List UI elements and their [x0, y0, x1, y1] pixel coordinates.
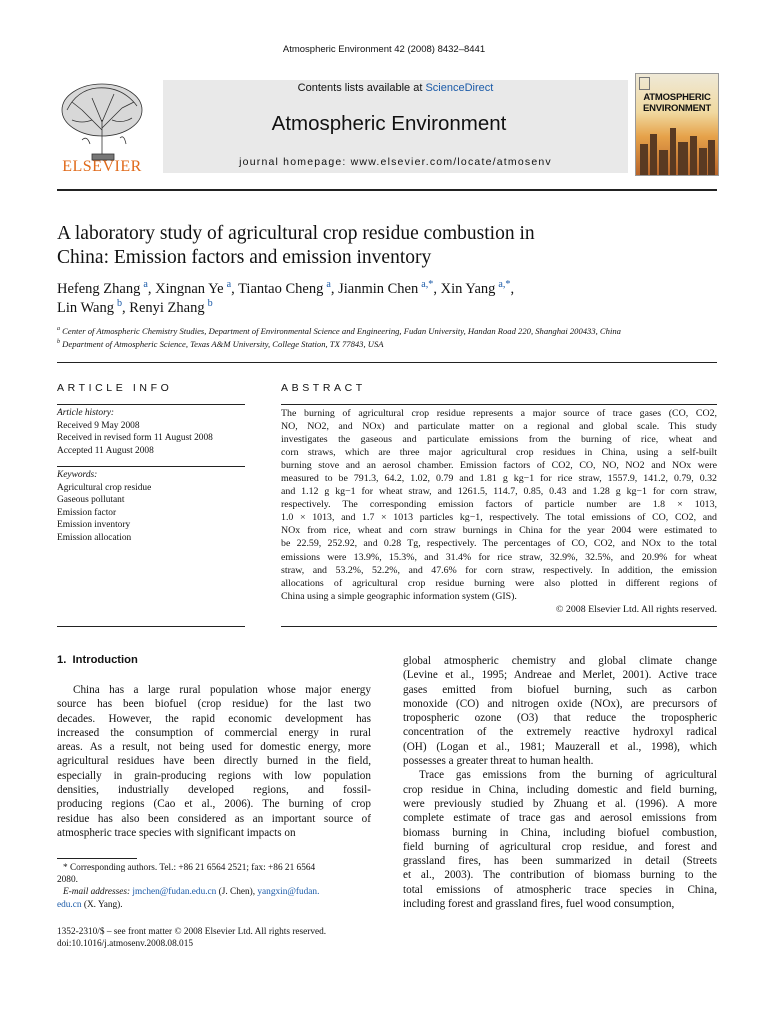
email-link-chen[interactable]: jmchen@fudan.edu.cn [132, 887, 217, 898]
issn: 1352-2310/$ – see front matter © 2008 Elsevier Ltd. All rights reserved. [57, 927, 327, 937]
doi: doi:10.1016/j.atmosenv.2008.08.015 [57, 939, 194, 950]
text-line: densities, industrially developed regions, and fossil- [57, 784, 371, 797]
sciencedirect-link[interactable]: ScienceDirect [425, 82, 494, 94]
text-line: including forest and grassland fires, fuel wood consumption, [403, 898, 675, 911]
text-line: and 1.12 g kg−1 for wheat straw, and 1261.5, 114.7, 0.85, 0.43 and 1.28 g kg−1 for corn straw, [281, 486, 717, 498]
intro-right-column [403, 654, 717, 911]
journal-cover [635, 73, 719, 176]
text-line: total emissions of atmospheric trace species in China, [403, 883, 717, 896]
paper-title [57, 222, 737, 270]
text-line: (Levine et al., 1995; Andreae and Merlet, 2001). Active trace [403, 669, 717, 682]
text-line: corn straws, which are three major agricultural crop residues in China, using a self-built [281, 447, 717, 459]
text-line: tropospheric ozone (O3) that reduce the tropospheric [403, 712, 717, 725]
keyword: Gaseous pollutant [57, 495, 125, 506]
author-aff[interactable]: b [116, 298, 123, 310]
text-line: possesses a greater threat to human health. [403, 755, 594, 768]
text-line: increased the consumption of commercial energy in rural [57, 726, 371, 739]
affiliation-text: Center of Atmospheric Chemistry Studies, Department of Environmental Science and Engineering, Fudan University, Handan Road 220, Shanghai 200433, China [62, 326, 621, 336]
text-line: NOx from rice, wheat and corn straw burnings in China for the year 2004 were estimated to [281, 525, 717, 537]
article-info-bottom-rule [57, 626, 245, 627]
article-info-heading: ARTICLE INFO [57, 382, 173, 394]
text-line: Trace gas emissions from the burning of agricultural [419, 769, 717, 782]
history-accepted: Accepted 11 August 2008 [57, 445, 154, 456]
text-line: biomass burning in China, including biofuel combustion, [403, 826, 717, 839]
text-line: atmospheric trace species with significant impacts on [57, 826, 296, 839]
email-owner: (J. Chen), [216, 887, 258, 898]
keyword: Emission allocation [57, 532, 132, 543]
email-line-1 [57, 886, 371, 898]
elsevier-tree-icon [52, 80, 152, 162]
keyword: Agricultural crop residue [57, 482, 152, 493]
journal-name: Atmospheric Environment [271, 112, 507, 135]
corresponding-authors-cont: 2080. [57, 875, 78, 886]
text-line: especially in grain-producing regions with low population [57, 769, 371, 782]
text-line: source has been biofuel (crop residue) for the last two [57, 698, 371, 711]
abstract-lines [281, 407, 717, 603]
cover-skyline-icon [636, 116, 718, 176]
author-aff[interactable]: a,* [421, 279, 434, 291]
abstract-heading: ABSTRACT [281, 382, 366, 394]
author: Lin Wang [57, 300, 114, 316]
keyword: Emission factor [57, 507, 117, 518]
text-line: (OH) (Logan et al., 1981; Mauzerall et al., 1998), which [403, 740, 717, 753]
text-line: global atmospheric chemistry and global climate change [403, 655, 717, 667]
header-rule [57, 362, 717, 363]
affiliations [57, 325, 737, 350]
text-line: NO, NO2, and NOx) and particulate matter on a regional and global scale. This study [281, 421, 717, 433]
author: Hefeng Zhang [57, 281, 141, 297]
cover-title-line2: ENVIRONMENT [643, 103, 711, 114]
text-line: respectively. The corresponding emission factors of particle number are 1.8 × 1013, [281, 499, 717, 511]
text-line: et al., 2003). The contribution of biomass burning to the [403, 869, 717, 882]
email-link-yang-cont[interactable]: edu.cn [57, 899, 82, 910]
text-line: residue has also been considered as an important source of [57, 812, 371, 825]
article-info-rule [57, 404, 245, 405]
keywords-rule [57, 466, 245, 467]
article-history [57, 407, 247, 457]
history-label: Article history: [57, 408, 115, 418]
abstract-copyright: © 2008 Elsevier Ltd. All rights reserved. [555, 603, 717, 615]
abstract-bottom-rule [281, 626, 717, 627]
text-line: straw, and 53.2%, 52.2%, and 47.6% for corn straw, respectively. In addition, the emission [281, 564, 717, 576]
title-line-2: China: Emission factors and emission inventory [57, 247, 432, 268]
text-line: allocations of agricultural crop residue burning were also plotted in different regions of [281, 577, 717, 589]
author-aff[interactable]: a,* [498, 279, 511, 291]
text-line: were previously studied by Zhuang et al. (1996). A more [403, 797, 717, 810]
author-aff[interactable]: b [207, 298, 213, 310]
text-line: measured to be 791.3, 64.2, 1.02, 0.79 and 1.81 g kg−1 for rice straw, 1557.9, 141.2, 0.79, 0.32 [281, 473, 717, 485]
text-line: monoxide (CO) and nitrogen oxide (NOx), are precursors of [403, 697, 717, 710]
intro-left-column [57, 683, 371, 840]
cover-title-line1: ATMOSPHERIC [643, 92, 711, 103]
text-line: gases emitted from biofuel burning, such as carbon [403, 683, 717, 696]
journal-homepage [163, 156, 628, 168]
history-revised: Received in revised form 11 August 2008 [57, 433, 213, 444]
text-line: crop residue in China, including domestic and field burning, [403, 783, 717, 796]
author: Xin Yang [440, 281, 496, 297]
journal-reference: Atmospheric Environment 42 (2008) 8432–8441 [282, 44, 486, 55]
keyword: Emission inventory [57, 520, 131, 531]
cover-emblem-icon [639, 77, 650, 90]
text-line: be 22.59, 252.92, and 0.28 Tg, respectively. The percentages of CO, CO2, and NOx to the total [281, 538, 717, 550]
homepage-link[interactable]: www.elsevier.com/locate/atmosenv [350, 156, 552, 168]
affiliation-a [57, 325, 737, 338]
affiliation-text: Department of Atmospheric Science, Texas A&M University, College Station, TX 77843, USA [62, 338, 384, 349]
text-line: areas. As a result, not being used for domestic energy, more [57, 741, 371, 754]
affiliation-b [57, 338, 737, 351]
text-line: The burning of agricultural crop residue represents a major source of trace gases (CO, CO2, [281, 408, 717, 419]
banner-rule [57, 189, 717, 191]
text-line: burning stove and an aerosol chamber. Emission factors of CO2, CO, NO, NO2 and NOx were [281, 460, 717, 472]
homepage-prefix: journal homepage: [239, 156, 351, 168]
text-line: decades. However, the rapid economic development has [57, 712, 371, 725]
text-line: grassland fires, has been summarized in detail (Streets [403, 855, 717, 868]
affiliation-mark: b [57, 338, 61, 345]
author: Renyi Zhang [129, 300, 205, 316]
journal-banner [163, 80, 628, 173]
author-line-2: Lin Wang $^b$, Renyi Zhang $^b$ [57, 298, 213, 316]
abstract-body [281, 407, 717, 616]
contents-prefix: Contents lists available at [297, 82, 426, 94]
elsevier-logo [52, 80, 152, 176]
text-line: agricultural residues have been directly burned in the field, [57, 755, 371, 768]
footnote [57, 862, 371, 911]
text-line: emissions were 13.9%, 15.3%, and 31.4% for rice straw, 32.9%, 32.5%, and 20.9% for wheat [281, 551, 717, 563]
text-line: concentration of the extremely reactive hydroxyl radical [403, 726, 717, 739]
abstract-rule [281, 404, 717, 405]
footnote-rule [57, 858, 137, 859]
section-heading-introduction: 1. Introduction [57, 654, 138, 666]
text-line: producing regions (Cao et al., 2006). The burning of crop [57, 798, 371, 811]
author: Tiantao Cheng [238, 281, 324, 297]
issn-doi [57, 926, 377, 951]
email-line-2 [57, 899, 371, 911]
author-aff[interactable]: a [226, 279, 232, 291]
text-line: complete estimate of trace gas and aerosol emissions from [403, 812, 717, 825]
author-aff[interactable]: a [326, 279, 331, 291]
keywords-label: Keywords: [57, 470, 98, 480]
author: Xingnan Ye [155, 281, 224, 297]
title-line-1: A laboratory study of agricultural crop residue combustion in [57, 223, 535, 244]
corresponding-authors: * Corresponding authors. Tel.: +86 21 6564 2521; fax: +86 21 6564 [63, 863, 316, 873]
text-line: China using a simple geographic information system (GIS). [281, 590, 517, 602]
publisher-name: ELSEVIER [62, 158, 142, 175]
email-label: E-mail addresses: [63, 887, 133, 898]
text-line: investigates the gaseous and particulate emissions from the burning of rice, wheat and [281, 434, 717, 446]
text-line: 1.0 × 1013, and 1.7 × 1013 particles kg−1, respectively. The total emissions of CO, CO2, and [281, 512, 717, 524]
email-link-yang[interactable]: yangxin@fudan. [257, 887, 320, 898]
author-aff[interactable]: a [143, 279, 148, 291]
history-received: Received 9 May 2008 [57, 420, 140, 431]
text-line: field burning of agricultural crop residue, and forest and [403, 840, 717, 853]
contents-line [163, 82, 628, 94]
author-line-1: Hefeng Zhang $^a$, Xingnan Ye $^a$, Tiantao Cheng $^a$, Jianmin Chen $^{a,*}$, Xin Yang $^{a,*}$, [57, 279, 515, 297]
author-list [57, 280, 737, 318]
email-owner: (X. Yang). [81, 899, 123, 910]
text-line: China has a large rural population whose major energy [73, 684, 371, 696]
keywords [57, 469, 247, 545]
affiliation-mark: a [57, 326, 61, 333]
author: Jianmin Chen [338, 281, 419, 297]
